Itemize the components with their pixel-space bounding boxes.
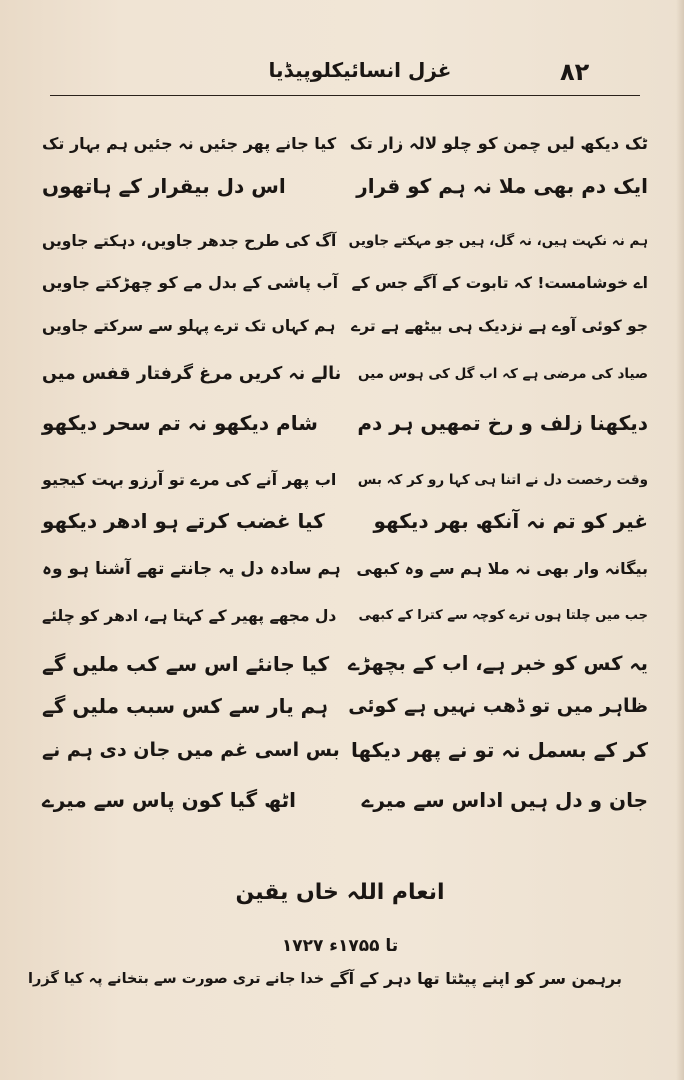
final-couplet-second-line: خدا جانے تری صورت سے بتخانے پہ کیا گزرا [28,971,325,987]
page-edge-shadow [676,0,684,1080]
couplet-3-first-line: ہم نہ نکہت ہیں، نہ گل، ہیں جو مہکتے جاویں [348,233,648,249]
couplet-4-second-line: آب پاشی کے بدل مے کو چھڑکتے جاویں [42,273,339,292]
couplet-11-second-line: دل مجھے پھیر کے کہتا ہے، ادھر کو چلئے [42,607,337,625]
couplet-10-second-line: ہم سادہ دل یہ جانتے تھے آشنا ہو وہ [42,559,341,579]
couplet-5-second-line: ہم کہاں تک ترے پہلو سے سرکتے جاویں [42,317,336,335]
couplet-14-second-line: بس اسی غم میں جان دی ہم نے [42,739,340,761]
couplet-13-first-line: ظاہر میں تو ڈھب نہیں ہے کوئی [348,695,648,717]
couplet-9-first-line: غیر کو تم نہ آنکھ بھر دیکھو [373,509,648,533]
couplet-4-first-line: اے خوشامست! کہ تابوت کے آگے جس کے [351,274,648,292]
poet-name: انعام اللہ خاں یقین [235,880,445,905]
couplet-9-second-line: کیا غضب کرتے ہو ادھر دیکھو [42,509,325,533]
couplet-15-second-line: اٹھ گیا کون پاس سے میرے [42,788,297,812]
couplet-1-second-line: کیا جانے پھر جئیں نہ جئیں ہم بہار تک [42,134,337,153]
poet-years: ۱۷۲۷ تا ۱۷۵۵ء [281,936,399,956]
running-title: غزل انسائیکلوپیڈیا [268,58,452,82]
couplet-10-first-line: بیگانہ وار بھی نہ ملا ہم سے وہ کبھی [356,559,648,578]
couplet-12-first-line: یہ کس کو خبر ہے، اب کے بچھڑے [348,652,648,675]
couplet-5-first-line: جو کوئی آوے ہے نزدیک ہی بیٹھے ہے ترے [351,317,648,335]
couplet-8-second-line: اب پھر آنے کی مرے تو آرزو بہت کیجیو [42,470,337,489]
couplet-3-second-line: آگ کی طرح جدھر جاویں، دہکتے جاویں [42,232,337,250]
couplet-8-first-line: وقت رخصت دل نے اتنا ہی کہا رو کر کہ بس [357,472,648,488]
couplet-2-first-line: ایک دم بھی ملا نہ ہم کو قرار [356,174,648,198]
couplet-6-second-line: نالے نہ کریں مرغ گرفتار قفس میں [42,364,342,384]
couplet-15-first-line: جان و دل ہیں اداس سے میرے [361,788,648,812]
header-rule [50,95,640,96]
couplet-7-first-line: دیکھنا زلف و رخ تمھیں ہر دم [357,411,648,435]
couplet-14-first-line: کر کے بسمل نہ تو نے پھر دیکھا [350,738,648,762]
final-couplet-first-line: برہمن سر کو اپنے پیٹتا تھا دہر کے آگے [329,969,622,988]
page-number: ۸۲ [560,58,590,86]
couplet-11-first-line: جب میں چلتا ہوں ترے کوچہ سے کترا کے کبھی [358,608,648,623]
couplet-12-second-line: کیا جانئے اس سے کب ملیں گے [42,652,330,676]
couplet-2-second-line: اس دل بیقرار کے ہاتھوں [42,174,286,198]
couplet-6-first-line: صیاد کی مرضی ہے کہ اب گل کی ہوس میں [357,366,648,382]
couplet-1-first-line: ٹک دیکھ لیں چمن کو چلو لالہ زار تک [349,134,648,153]
couplet-7-second-line: شام دیکھو نہ تم سحر دیکھو [42,411,318,435]
couplet-13-second-line: ہم یار سے کس سبب ملیں گے [42,694,329,718]
